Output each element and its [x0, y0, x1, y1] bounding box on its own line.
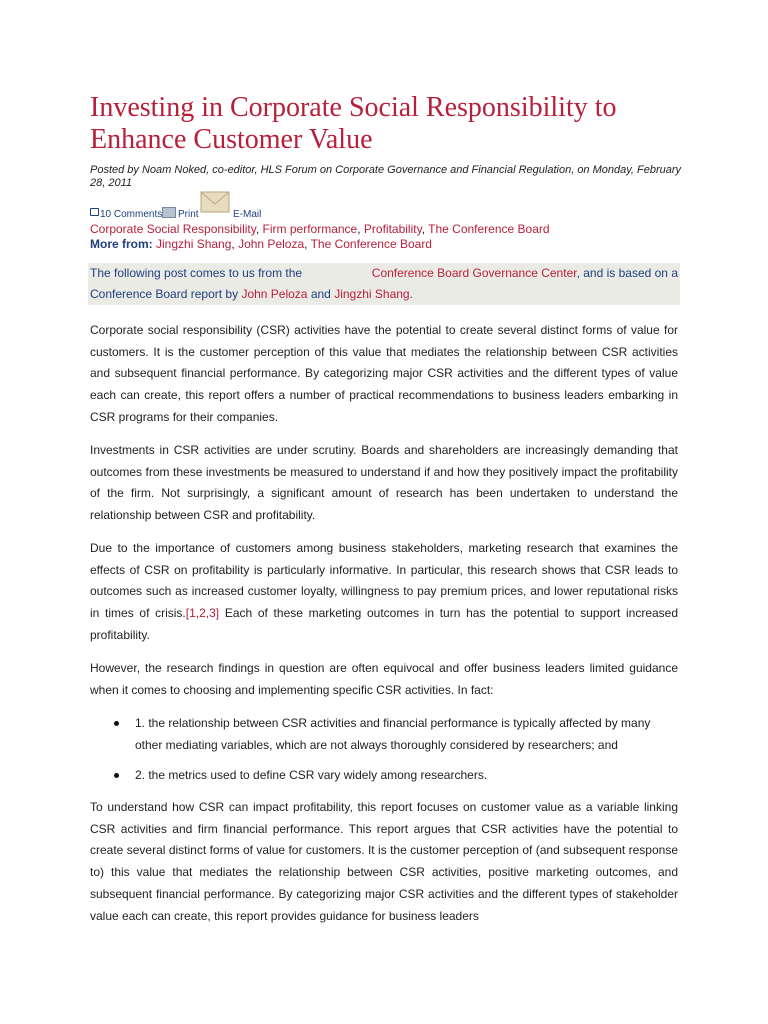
comments-link[interactable]: 10 Comments	[100, 209, 163, 220]
list-item: 2. the metrics used to define CSR vary widely among researchers.	[135, 768, 488, 782]
article-byline: Posted by Noam Noked, co-editor, HLS Forum on Corporate Governance and Financial Regulation, on Monday, February 28, 2011	[90, 164, 682, 189]
author-link[interactable]: The Conference Board	[310, 237, 432, 251]
intro-box	[88, 263, 680, 305]
list-item: 1. the relationship between CSR activities and financial performance is typically affected by many other mediating variables, which are not always thoroughly considered by researchers; and	[135, 716, 651, 752]
intro-text: The following post comes to us from the	[90, 266, 303, 280]
intro-text: .	[409, 287, 413, 301]
more-from-label: More from:	[90, 237, 153, 251]
author-link[interactable]: John Peloza	[241, 287, 308, 301]
paragraph: Investments in CSR activities are under scrutiny. Boards and shareholders are increasingly demanding that outcomes from these investments be measured to understand if and how they positively impact the profitability of the firm. Not surprisingly, a significant amount of research has been undertaken to understand the relationship between CSR and profitability.	[90, 443, 678, 523]
author-link[interactable]: Jingzhi Shang	[334, 287, 410, 301]
tag-link[interactable]: Corporate Social Responsibility	[90, 222, 256, 236]
intro-text: , and is based on a	[576, 266, 678, 280]
tag-link[interactable]: Firm performance	[262, 222, 358, 236]
email-icon[interactable]	[200, 186, 230, 216]
paragraph-text: Due to the importance of customers among business stakeholders, marketing research that examines the effects of CSR on profitability is particularly informative. In particular, this research shows that CSR leads to outcomes such as increased customer loyalty, willingness to pay premium prices, and lower reputational risks in times of crisis.	[90, 541, 678, 621]
print-icon[interactable]	[162, 207, 176, 218]
tag-list: Corporate Social Responsibility, Firm performance, Profitability, The Conference Board	[90, 222, 550, 236]
comment-icon[interactable]	[90, 208, 99, 216]
tag-link[interactable]: The Conference Board	[428, 222, 550, 236]
intro-text: and	[310, 287, 331, 301]
paragraph-text: Each of these marketing outcomes in turn has the potential to support increased profitability.	[90, 606, 679, 642]
tag-link[interactable]: Profitability	[363, 222, 422, 236]
article-actions	[90, 200, 690, 220]
more-from: More from: Jingzhi Shang, John Peloza, The Conference Board	[90, 237, 432, 251]
paragraph: Corporate social responsibility (CSR) activities have the potential to create several distinct forms of value for customers. It is the customer perception of this value that mediates the relationship between CSR activities and subsequent financial performance. By categorizing major CSR activities and the different types of value each can create, this report offers a number of practical recommendations to business leaders embarking in CSR programs for their companies.	[90, 323, 678, 424]
author-link[interactable]: John Peloza	[238, 237, 305, 251]
paragraph: To understand how CSR can impact profitability, this report focuses on customer value as a variable linking CSR activities and firm financial performance. This report argues that CSR activities have the potential to create several distinct forms of value for customers. It is the customer perception of (and subsequent response to) this value that mediates the relationship between CSR activities, positive marketing outcomes, and subsequent financial performance. By categorizing major CSR activities and the different types of stakeholder value each can create, this report provides guidance for business leaders	[90, 800, 678, 923]
bullet-icon	[114, 773, 119, 778]
paragraph	[90, 538, 678, 647]
author-link[interactable]: Jingzhi Shang	[156, 237, 232, 251]
email-link[interactable]: E-Mail	[233, 209, 262, 220]
intro-text: Conference Board report by	[90, 287, 239, 301]
paragraph: However, the research findings in question are often equivocal and offer business leaders limited guidance when it comes to choosing and implementing specific CSR activities. In fact:	[90, 661, 678, 697]
article-title: Investing in Corporate Social Responsibility to Enhance Customer Value	[90, 92, 617, 155]
reference-link[interactable]: [1,2,3]	[185, 606, 220, 621]
conference-board-link[interactable]: Conference Board Governance Center	[371, 266, 577, 280]
bullet-icon	[114, 721, 119, 726]
print-link[interactable]: Print	[178, 209, 199, 220]
